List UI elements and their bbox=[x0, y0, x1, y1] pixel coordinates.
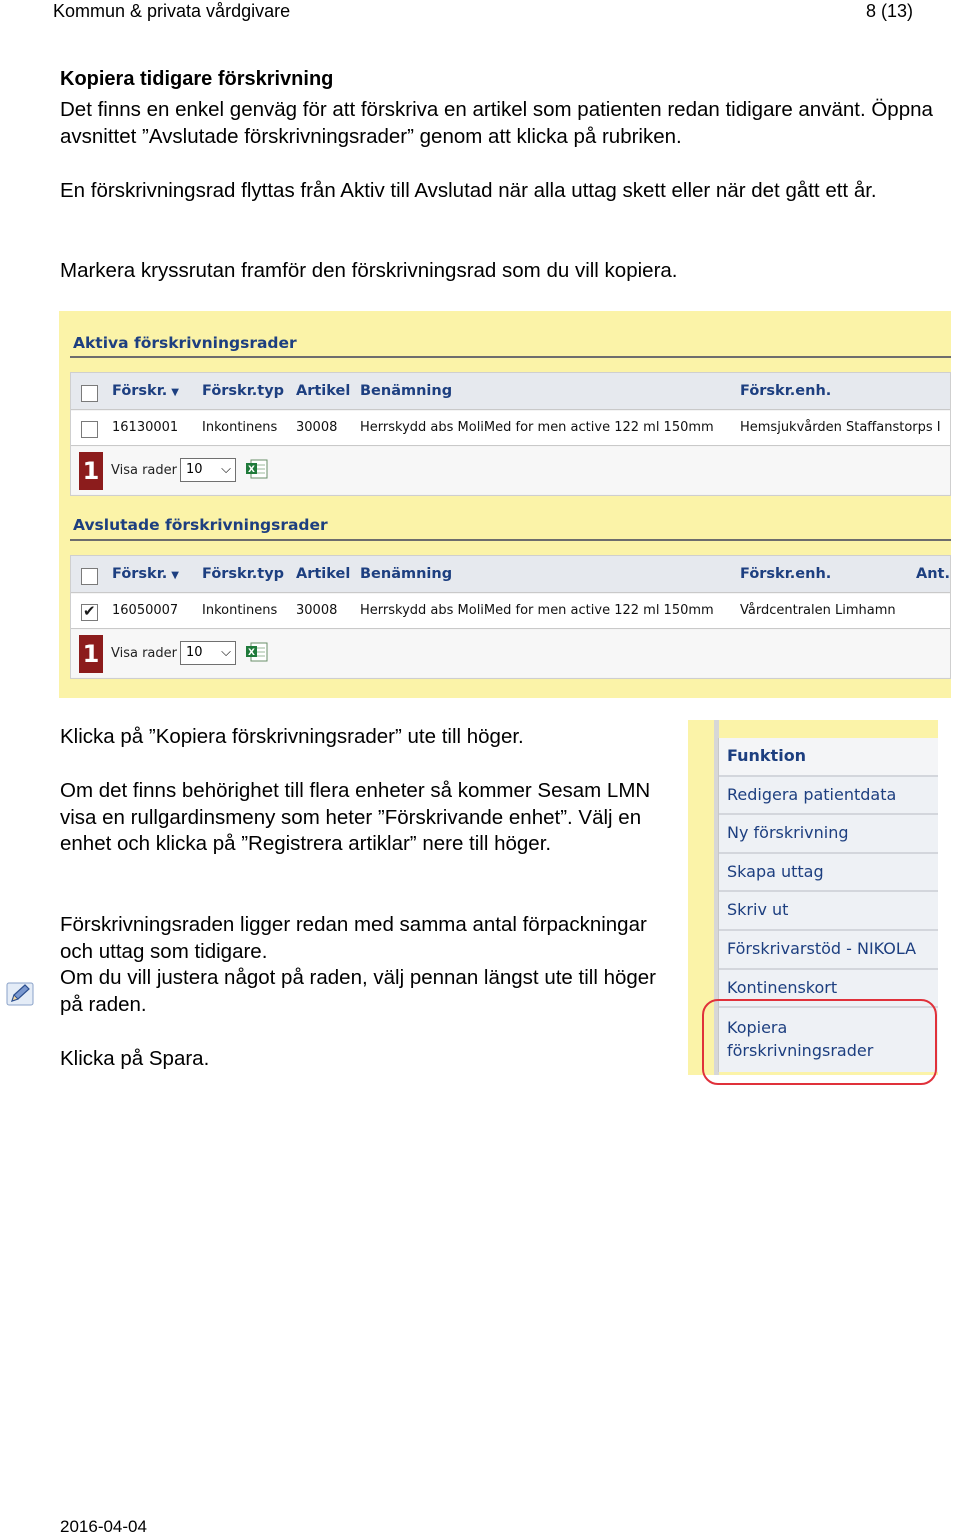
visa-rader-label: Visa rader bbox=[111, 646, 177, 661]
menu-heading: Funktion bbox=[719, 738, 938, 777]
cell-forskr: 16130001 bbox=[112, 420, 179, 435]
cell-artikel: 30008 bbox=[296, 420, 338, 435]
cell-benamning: Herrskydd abs MoliMed for men active 122 ml 150mm bbox=[360, 603, 714, 618]
visa-rader-label: Visa rader bbox=[111, 463, 177, 478]
sort-down-icon: ▼ bbox=[171, 387, 179, 398]
col-forskr-typ[interactable]: Förskr.typ bbox=[202, 383, 285, 399]
select-all-checkbox[interactable] bbox=[81, 568, 98, 585]
closed-rows-title[interactable]: Avslutade förskrivningsrader bbox=[73, 516, 328, 534]
menu-item-ny-forskrivning[interactable]: Ny förskrivning bbox=[719, 815, 938, 854]
footer-date: 2016-04-04 bbox=[60, 1517, 147, 1535]
header-org: Kommun & privata vårdgivare bbox=[53, 1, 291, 21]
cell-artikel: 30008 bbox=[296, 603, 338, 618]
menu-item-skapa-uttag[interactable]: Skapa uttag bbox=[719, 854, 938, 893]
col-benamning[interactable]: Benämning bbox=[360, 566, 453, 582]
menu-item-forskrivarstod[interactable]: Förskrivarstöd - NIKOLA bbox=[719, 931, 938, 970]
cell-enhet: Hemsjukvården Staffanstorps I bbox=[740, 420, 941, 435]
page-number: 8 (13) bbox=[866, 1, 914, 21]
grid-header bbox=[71, 373, 950, 410]
menu-item-kontinenskort[interactable]: Kontinenskort bbox=[719, 970, 938, 1009]
row-checkbox[interactable] bbox=[81, 421, 98, 438]
pencil-note-icon bbox=[6, 980, 34, 1008]
highlight-circle bbox=[702, 999, 937, 1085]
col-ant[interactable]: Ant. bbox=[916, 566, 950, 582]
col-forskr[interactable]: Förskr. ▼ bbox=[112, 383, 179, 399]
col-artikel[interactable]: Artikel bbox=[296, 566, 351, 582]
menu-item-redigera-patientdata[interactable]: Redigera patientdata bbox=[719, 777, 938, 816]
divider bbox=[70, 539, 951, 541]
cell-benamning: Herrskydd abs MoliMed for men active 122 ml 150mm bbox=[360, 420, 714, 435]
col-forskr[interactable]: Förskr. ▼ bbox=[112, 566, 179, 582]
col-forskr-typ[interactable]: Förskr.typ bbox=[202, 566, 285, 582]
chevron-down-icon: ⌵ bbox=[221, 462, 231, 477]
cell-enhet: Vårdcentralen Limhamn bbox=[740, 603, 896, 618]
menu-item-skriv-ut[interactable]: Skriv ut bbox=[719, 892, 938, 931]
page-button[interactable]: 1 bbox=[79, 452, 103, 490]
prescription-rows-screenshot bbox=[59, 311, 951, 698]
svg-text:X: X bbox=[248, 465, 255, 475]
page-button[interactable]: 1 bbox=[79, 635, 103, 673]
excel-export-icon[interactable] bbox=[246, 642, 268, 662]
grid-pager bbox=[71, 630, 950, 677]
excel-export-icon[interactable] bbox=[246, 459, 268, 479]
save-instruction: Klicka på Spara. bbox=[60, 1047, 210, 1070]
adjust-instruction: Förskrivningsraden ligger redan med samma antal förpackningar och uttag som tidigare. Om du vill justera något på raden, välj pennan längst ute till höger på raden. bbox=[60, 913, 657, 1016]
move-rule-paragraph: En förskrivningsrad flyttas från Aktiv till Avslutad när alla uttag skett eller när det gått ett år. bbox=[60, 179, 877, 202]
grid-pager bbox=[71, 447, 950, 494]
table-row[interactable] bbox=[71, 411, 950, 446]
divider bbox=[70, 356, 951, 358]
active-rows-grid bbox=[70, 372, 951, 496]
col-benamning[interactable]: Benämning bbox=[360, 383, 453, 399]
section-title: Kopiera tidigare förskrivning bbox=[60, 68, 334, 90]
menu-item-kopiera-forskrivningsrader[interactable]: Kopiera förskrivningsrader bbox=[727, 1018, 874, 1061]
chevron-down-icon: ⌵ bbox=[221, 645, 231, 660]
rows-per-page-select[interactable]: 10 ⌵ bbox=[180, 641, 236, 665]
row-checkbox-checked[interactable] bbox=[81, 604, 98, 621]
intro-paragraph: Det finns en enkel genväg för att förskriva en artikel som patienten redan tidigare använt. Öppna avsnittet ”Avslutade förskrivningsrader” genom att klicka på rubriken. bbox=[60, 98, 933, 148]
copy-instruction: Klicka på ”Kopiera förskrivningsrader” ute till höger. bbox=[60, 725, 524, 748]
active-rows-title[interactable]: Aktiva förskrivningsrader bbox=[73, 334, 297, 352]
svg-text:X: X bbox=[248, 648, 255, 658]
cell-typ: Inkontinens bbox=[202, 603, 278, 618]
col-artikel[interactable]: Artikel bbox=[296, 383, 351, 399]
col-forskr-enh[interactable]: Förskr.enh. bbox=[740, 383, 832, 399]
unit-instruction: Om det finns behörighet till flera enheter så kommer Sesam LMN visa en rullgardinsmeny som heter ”Förskrivande enhet”. Välj en enhet och klicka på ”Registrera artiklar” nere till höger. bbox=[60, 779, 651, 855]
sort-down-icon: ▼ bbox=[171, 570, 179, 581]
select-all-checkbox[interactable] bbox=[81, 385, 98, 402]
grid-header bbox=[71, 556, 950, 593]
cell-typ: Inkontinens bbox=[202, 420, 278, 435]
closed-rows-grid bbox=[70, 555, 951, 679]
col-forskr-enh[interactable]: Förskr.enh. bbox=[740, 566, 832, 582]
checkbox-instruction: Markera kryssrutan framför den förskrivningsrad som du vill kopiera. bbox=[60, 259, 678, 282]
table-row[interactable] bbox=[71, 594, 950, 629]
cell-forskr: 16050007 bbox=[112, 603, 179, 618]
rows-per-page-select[interactable]: 10 ⌵ bbox=[180, 458, 236, 482]
